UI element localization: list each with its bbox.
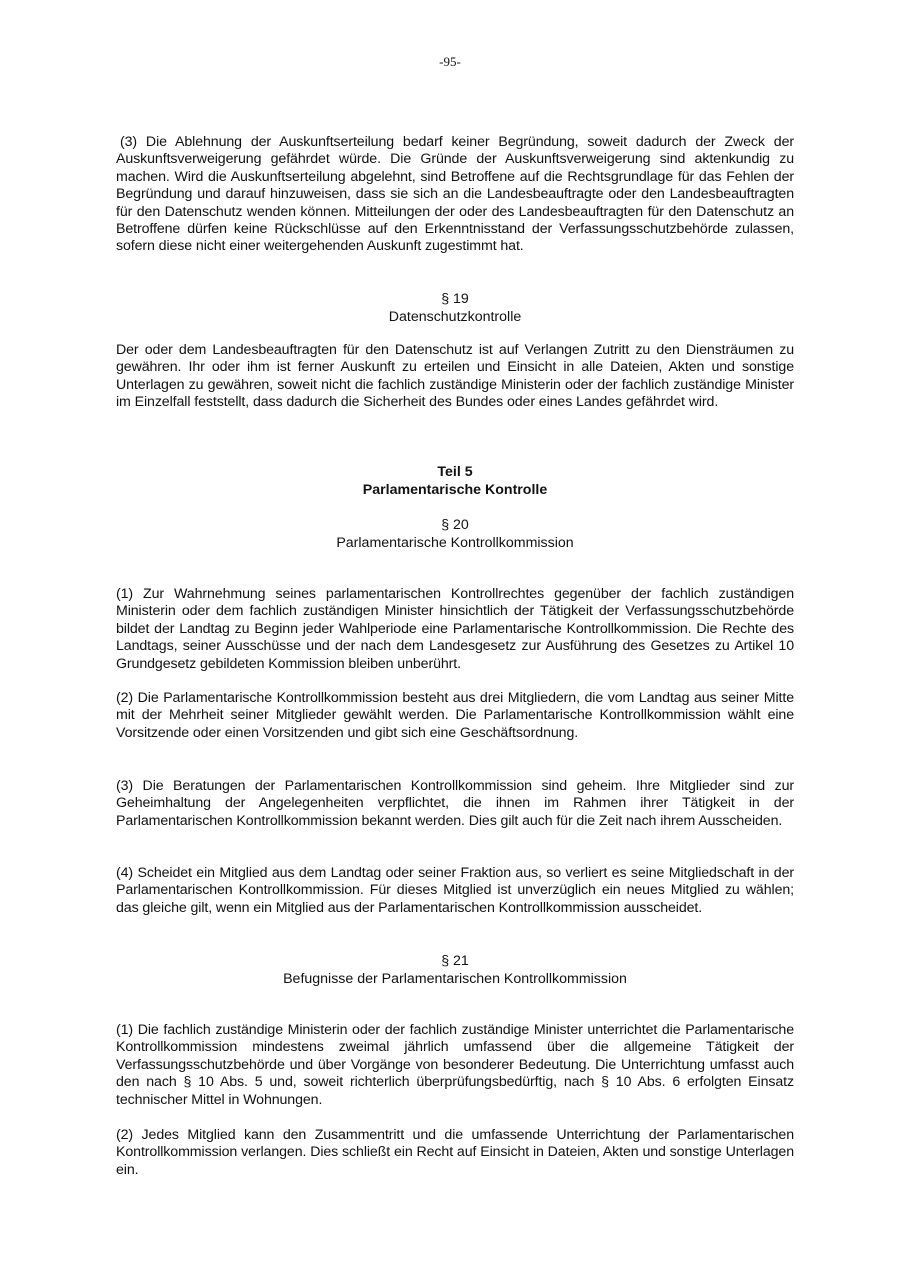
section-20-number: § 20 <box>441 517 469 533</box>
section-20-paragraph-3: (3) Die Beratungen der Parlamentarischen Kontrollkommission sind geheim. Ihre Mitglieder sind zur Geheimhaltung der Angelegenheiten verpflichtet, die ihnen im Rahmen ihrer Tätigkeit in der Parlamentarischen Kontrollkommission bekannt werden. Dies gilt auch für die Zeit nach ihrem Ausscheiden. <box>116 778 794 829</box>
section-19-number: § 19 <box>441 291 469 307</box>
page-number: -95- <box>439 54 461 69</box>
section-20-paragraph-4: (4) Scheidet ein Mitglied aus dem Landtag oder seiner Fraktion aus, so verliert es seine Mitgliedschaft in der Parlamentarischen Kontrollkommission. Für dieses Mitglied ist unverzüglich ein neues Mitglied zu wählen; das gleiche gilt, wenn ein Mitglied aus der Parlamentarischen Kontrollkommission ausscheidet. <box>116 865 794 916</box>
section-20-paragraph-2: (2) Die Parlamentarische Kontrollkommission besteht aus drei Mitgliedern, die vom Landtag aus seiner Mitte mit der Mehrheit seiner Mitglieder gewählt werden. Die Parlamentarische Kontrollkommission wählt eine Vorsitzende oder einen Vorsitzenden und gibt sich eine Geschäftsordnung. <box>116 690 794 741</box>
section-19-title: Datenschutzkontrolle <box>388 309 522 325</box>
section-20-title: Parlamentarische Kontrollkommission <box>336 535 574 551</box>
section-21-title: Befugnisse der Parlamentarischen Kontrollkommission <box>283 971 627 987</box>
section-21-paragraph-1: (1) Die fachlich zuständige Ministerin oder der fachlich zuständige Minister unterrichtet die Parlamentarische Kontrollkommission mindestens zweimal jährlich umfassend über die allgemeine Tätigkeit der Verfassungsschutzbehörde und über Vorgänge von besonderer Bedeutung. Die Unterrichtung umfasst auch den nach § 10 Abs. 5 und, soweit richterlich überprüfungsbedürftig, nach § 10 Abs. 6 erfolgten Einsatz technischer Mittel in Wohnungen. <box>116 1022 794 1108</box>
section-19-text: Der oder dem Landesbeauftragten für den Datenschutz ist auf Verlangen Zutritt zu den Diensträumen zu gewähren. Ihr oder ihm ist ferner Auskunft zu erteilen und Einsicht in alle Dateien, Akten und sonstige Unterlagen zu gewähren, soweit nicht die fachlich zuständige Ministerin oder der fachlich zuständige Minister im Einzelfall feststellt, dass dadurch die Sicherheit des Bundes oder eines Landes gefährdet wird. <box>116 342 794 411</box>
paragraph-18-3: (3) Die Ablehnung der Auskunftserteilung bedarf keiner Begründung, soweit dadurch der Zweck der Auskunftsverweigerung gefährdet würde. Die Gründe der Auskunftsverweigerung sind aktenkundig zu machen. Wird die Auskunftserteilung abgelehnt, sind Betroffene auf die Rechtsgrundlage für das Fehlen der Begründung und darauf hinzuweisen, dass sie sich an die Landesbeauftragte oder den Landesbeauftragten für den Datenschutz wenden können. Mitteilungen der oder des Landesbeauftragten für den Datenschutz an Betroffene dürfen keine Rückschlüsse auf den Erkenntnisstand der Verfassungsschutzbehörde zulassen, sofern diese nicht einer weitergehenden Auskunft zugestimmt hat. <box>116 134 794 255</box>
part-number: Teil 5 <box>437 464 473 480</box>
section-20-paragraph-1: (1) Zur Wahrnehmung seines parlamentarischen Kontrollrechtes gegenüber der fachlich zuständigen Ministerin oder dem fachlich zuständigen Minister hinsichtlich der Tätigkeit der Verfassungsschutzbehörde bildet der Landtag zu Beginn jeder Wahlperiode eine Parlamentarische Kontrollkommission. Die Rechte des Landtags, seiner Ausschüsse und der nach dem Landesgesetz zur Ausführung des Gesetzes zu Artikel 10 Grundgesetz gebildeten Kommission bleiben unberührt. <box>116 586 794 672</box>
section-21-number: § 21 <box>441 953 469 969</box>
section-21-paragraph-2: (2) Jedes Mitglied kann den Zusammentritt und die umfassende Unterrichtung der Parlamentarischen Kontrollkommission verlangen. Dies schließt ein Recht auf Einsicht in Dateien, Akten und sonstige Unterlagen ein. <box>116 1127 794 1178</box>
part-title: Parlamentarische Kontrolle <box>362 482 548 498</box>
